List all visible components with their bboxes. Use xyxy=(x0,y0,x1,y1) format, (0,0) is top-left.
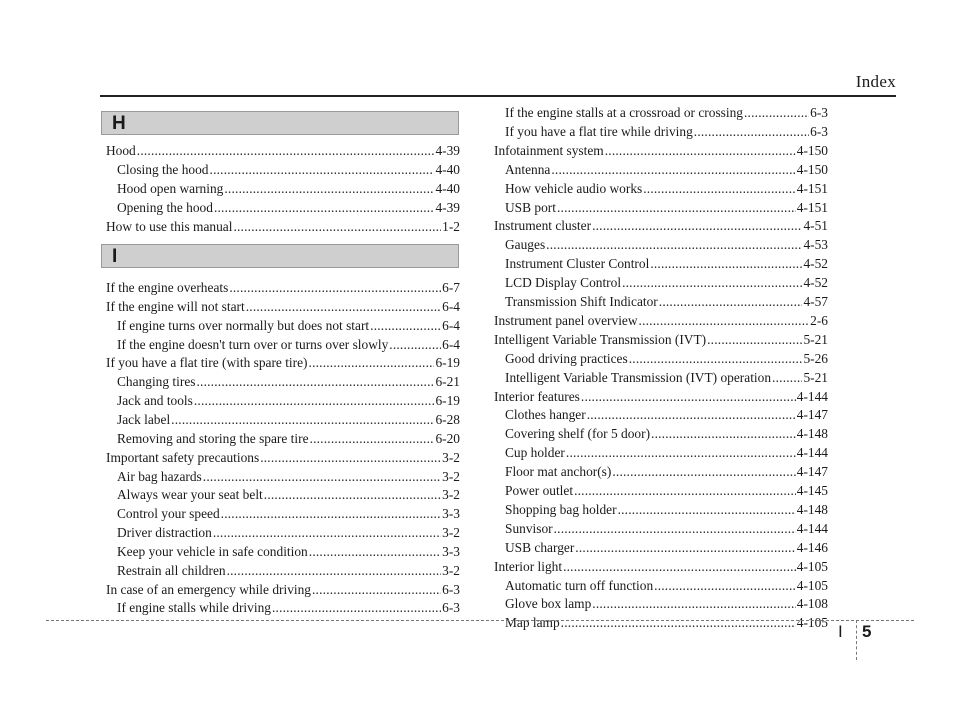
page-header-title: Index xyxy=(855,72,896,91)
index-entry-page: 4-52 xyxy=(803,275,828,291)
index-entry xyxy=(505,406,828,424)
dot-leader xyxy=(213,524,441,542)
index-entry-page: 4-108 xyxy=(796,596,828,612)
dot-leader xyxy=(389,336,441,354)
index-entry-text: Hood open warning xyxy=(117,180,224,196)
index-entry-text: Keep your vehicle in safe condition xyxy=(117,543,308,559)
index-entry xyxy=(106,449,460,467)
dot-leader xyxy=(575,539,795,557)
dot-leader xyxy=(639,312,810,330)
index-entry-page: 1-2 xyxy=(442,218,460,234)
index-entry-page: 3-2 xyxy=(442,468,460,484)
dot-leader xyxy=(581,388,796,406)
index-entry-text: Driver distraction xyxy=(117,525,212,541)
index-entry-text: How to use this manual xyxy=(106,218,233,234)
index-entry xyxy=(505,577,828,595)
index-entry-text: USB charger xyxy=(505,539,575,555)
index-entry-page: 4-144 xyxy=(796,445,828,461)
index-entry-page: 3-2 xyxy=(442,562,460,578)
dot-leader xyxy=(370,317,441,335)
index-entry-page: 2-6 xyxy=(810,312,828,328)
dot-leader xyxy=(618,501,796,519)
index-entry xyxy=(117,562,460,580)
index-entry-text: If engine turns over normally but does not start xyxy=(117,317,370,333)
index-entry-text: If the engine stalls at a crossroad or crossing xyxy=(505,105,743,120)
dot-leader xyxy=(772,369,802,387)
index-entry-page: 4-105 xyxy=(796,615,828,631)
index-entry-page: 3-3 xyxy=(442,543,460,559)
index-entry-text: Instrument cluster xyxy=(494,218,592,234)
index-entry-page: 4-39 xyxy=(435,143,460,158)
index-entry-page: 6-19 xyxy=(435,393,460,409)
index-entry xyxy=(494,217,828,235)
index-entry xyxy=(117,524,460,542)
index-entry xyxy=(106,142,460,160)
index-entry-text: Power outlet xyxy=(505,483,574,498)
index-entry xyxy=(505,161,828,179)
index-entry-text: Intelligent Variable Transmission (IVT) xyxy=(494,331,707,347)
index-entry xyxy=(106,279,460,297)
index-entry-page: 4-151 xyxy=(796,199,828,215)
index-entry xyxy=(505,482,828,500)
index-entry-page: 4-147 xyxy=(796,464,828,480)
index-entry-text: Good driving practices xyxy=(505,350,628,366)
dot-leader xyxy=(650,255,802,273)
dot-leader xyxy=(654,577,796,595)
index-entry-text: Interior light xyxy=(494,558,563,574)
index-entry-text: Closing the hood xyxy=(117,161,209,177)
index-entry-page: 4-150 xyxy=(796,161,828,177)
dot-leader xyxy=(137,142,435,160)
index-entry-page: 4-105 xyxy=(796,577,828,593)
dot-leader xyxy=(643,180,796,198)
index-entry xyxy=(505,123,828,141)
index-entry-page: 4-150 xyxy=(796,142,828,158)
index-entry-page: 6-28 xyxy=(435,411,460,427)
index-entry xyxy=(505,369,828,387)
section-header-i xyxy=(101,244,459,268)
index-entry-page: 4-147 xyxy=(796,407,828,423)
index-entry-page: 4-144 xyxy=(796,388,828,404)
dot-leader xyxy=(561,614,796,632)
index-entry-page: 3-2 xyxy=(442,525,460,541)
dot-leader xyxy=(557,199,796,217)
index-entry-page: 4-53 xyxy=(803,237,828,253)
index-entry-page: 6-3 xyxy=(810,123,828,139)
index-entry xyxy=(505,236,828,254)
dot-leader xyxy=(194,392,435,410)
index-entry-text: Antenna xyxy=(505,161,551,177)
index-entry xyxy=(117,180,460,198)
index-entry xyxy=(117,543,460,561)
index-entry-text: Removing and storing the spare tire xyxy=(117,430,309,446)
dot-leader xyxy=(312,581,441,599)
index-entry-page: 6-21 xyxy=(435,374,460,390)
index-entry-text: Opening the hood xyxy=(117,199,213,215)
dot-leader xyxy=(592,595,795,613)
index-entry-text: Instrument Cluster Control xyxy=(505,256,650,272)
index-entry-text: If you have a flat tire while driving xyxy=(505,123,693,139)
dot-leader xyxy=(227,562,442,580)
index-entry-page: 5-21 xyxy=(803,369,828,385)
section-letter-i: I xyxy=(112,246,118,267)
index-entry xyxy=(494,312,828,330)
index-entry-text: Map lamp xyxy=(505,615,560,631)
index-entry-text: Cup holder xyxy=(505,445,565,461)
index-entry xyxy=(494,331,828,349)
dot-leader xyxy=(551,161,795,179)
index-entry-text: Important safety precautions xyxy=(106,449,260,465)
dot-leader xyxy=(224,180,434,198)
dot-leader xyxy=(563,558,796,576)
dot-leader xyxy=(694,123,809,141)
index-entry xyxy=(117,317,460,335)
index-entry xyxy=(117,505,460,523)
index-entry xyxy=(117,468,460,486)
dot-leader xyxy=(309,543,441,561)
index-entry xyxy=(494,142,828,160)
dot-leader xyxy=(554,520,796,538)
dot-leader xyxy=(214,199,435,217)
dot-leader xyxy=(587,406,796,424)
dot-leader xyxy=(707,331,802,349)
index-entry-page: 4-144 xyxy=(796,520,828,536)
index-entry-page: 6-7 xyxy=(442,280,460,295)
index-entry-text: Control your speed xyxy=(117,506,220,522)
page-num: 5 xyxy=(862,622,872,641)
dot-leader xyxy=(264,486,441,504)
dot-leader xyxy=(744,104,809,122)
index-entry-text: Always wear your seat belt xyxy=(117,487,263,503)
section-letter-h: H xyxy=(112,113,126,134)
dot-leader xyxy=(221,505,441,523)
index-entry-text: Glove box lamp xyxy=(505,596,592,612)
index-entry-page: 4-40 xyxy=(435,180,460,196)
index-entry xyxy=(505,350,828,368)
index-entry xyxy=(505,501,828,519)
index-entry-page: 6-4 xyxy=(442,298,460,314)
index-entry-page: 3-2 xyxy=(442,449,460,465)
dot-leader xyxy=(309,354,435,372)
dot-leader xyxy=(203,468,441,486)
index-entry-text: If the engine will not start xyxy=(106,298,245,314)
index-entry-page: 4-146 xyxy=(796,539,828,555)
index-entry-text: If you have a flat tire (with spare tire) xyxy=(106,355,308,371)
index-entry-text: USB port xyxy=(505,199,556,215)
index-entry-page: 4-40 xyxy=(435,161,460,177)
index-entry-text: If the engine doesn't turn over or turns over slowly xyxy=(117,336,389,352)
index-entry-text: If the engine overheats xyxy=(106,280,229,295)
index-entry-page: 4-52 xyxy=(803,256,828,272)
index-entry-page: 4-145 xyxy=(796,483,828,498)
index-entry-page: 6-3 xyxy=(442,581,460,597)
index-entry xyxy=(505,180,828,198)
dot-leader xyxy=(629,350,803,368)
index-entry xyxy=(117,599,460,617)
footer-rule xyxy=(46,620,914,621)
index-entry xyxy=(505,293,828,311)
dot-leader xyxy=(229,279,441,297)
index-entry xyxy=(117,392,460,410)
index-entry xyxy=(494,388,828,406)
dot-leader xyxy=(210,161,435,179)
dot-leader xyxy=(246,298,441,316)
index-entry-page: 6-20 xyxy=(435,430,460,446)
dot-leader xyxy=(196,373,434,391)
index-entry xyxy=(106,298,460,316)
dot-leader xyxy=(612,463,795,481)
index-entry-text: Jack label xyxy=(117,411,171,427)
dot-leader xyxy=(566,444,796,462)
index-entry-page: 4-105 xyxy=(796,558,828,574)
dot-leader xyxy=(592,217,802,235)
dot-leader xyxy=(272,599,441,617)
index-entry-text: Floor mat anchor(s) xyxy=(505,464,612,480)
index-entry-text: In case of an emergency while driving xyxy=(106,581,311,597)
index-entry-text: Infotainment system xyxy=(494,142,604,158)
index-entry xyxy=(505,199,828,217)
dot-leader xyxy=(546,236,802,254)
index-entry-page: 5-21 xyxy=(803,331,828,347)
chapter-letter: I xyxy=(838,622,843,641)
index-entry-text: Instrument panel overview xyxy=(494,312,638,328)
index-entry-text: Hood xyxy=(106,143,136,158)
index-entry-text: Interior features xyxy=(494,388,580,404)
index-entry-page: 4-148 xyxy=(796,501,828,517)
dot-leader xyxy=(233,218,441,236)
index-entry xyxy=(505,595,828,613)
dot-leader xyxy=(605,142,796,160)
index-entry xyxy=(106,581,460,599)
index-entry-page: 4-151 xyxy=(796,180,828,196)
index-entry xyxy=(117,486,460,504)
index-entry xyxy=(505,463,828,481)
index-entry xyxy=(505,614,828,632)
index-entry-text: Clothes hanger xyxy=(505,407,586,423)
index-entry-text: Shopping bag holder xyxy=(505,501,617,517)
index-entry xyxy=(494,558,828,576)
index-entry xyxy=(117,411,460,429)
index-entry xyxy=(505,539,828,557)
index-entry-page: 4-51 xyxy=(803,218,828,234)
index-entry-text: Automatic turn off function xyxy=(505,577,654,593)
index-entry xyxy=(106,218,460,236)
dot-leader xyxy=(310,430,435,448)
index-entry-text: If engine stalls while driving xyxy=(117,600,271,616)
index-entry xyxy=(505,444,828,462)
index-entry xyxy=(505,104,828,122)
dot-leader xyxy=(622,274,802,292)
index-entry-page: 3-2 xyxy=(442,487,460,503)
dot-leader xyxy=(260,449,441,467)
footer-separator xyxy=(856,620,857,660)
index-entry-text: LCD Display Control xyxy=(505,275,622,291)
index-entry xyxy=(505,425,828,443)
index-entry-page: 4-148 xyxy=(796,426,828,442)
index-entry-text: Gauges xyxy=(505,237,546,253)
index-entry xyxy=(505,520,828,538)
index-entry-text: Jack and tools xyxy=(117,393,193,409)
header-rule xyxy=(100,95,896,97)
index-entry-page: 3-3 xyxy=(442,506,460,522)
dot-leader xyxy=(651,425,796,443)
index-entry xyxy=(117,430,460,448)
index-entry xyxy=(117,373,460,391)
index-entry-page: 6-19 xyxy=(435,355,460,371)
index-entry-page: 6-3 xyxy=(810,105,828,120)
index-entry-page: 6-4 xyxy=(442,317,460,333)
index-entry xyxy=(106,354,460,372)
index-entry xyxy=(117,161,460,179)
dot-leader xyxy=(171,411,434,429)
dot-leader xyxy=(659,293,803,311)
index-entry-text: Intelligent Variable Transmission (IVT) operation xyxy=(505,369,772,385)
index-entry-page: 5-26 xyxy=(803,350,828,366)
index-entry-text: Covering shelf (for 5 door) xyxy=(505,426,651,442)
index-entry-text: How vehicle audio works xyxy=(505,180,643,196)
index-entry xyxy=(117,336,460,354)
index-entry-page: 6-3 xyxy=(442,600,460,616)
index-entry-text: Changing tires xyxy=(117,374,196,390)
index-entry-text: Transmission Shift Indicator xyxy=(505,294,658,309)
index-entry-page: 4-39 xyxy=(435,199,460,215)
index-entry-page: 4-57 xyxy=(803,294,828,309)
index-entry xyxy=(505,255,828,273)
index-entry-text: Sunvisor xyxy=(505,520,553,536)
index-entry xyxy=(505,274,828,292)
section-header-h xyxy=(101,111,459,135)
index-entry-text: Restrain all children xyxy=(117,562,226,578)
index-entry xyxy=(117,199,460,217)
dot-leader xyxy=(574,482,796,500)
index-entry-page: 6-4 xyxy=(442,336,460,352)
index-entry-text: Air bag hazards xyxy=(117,468,202,484)
